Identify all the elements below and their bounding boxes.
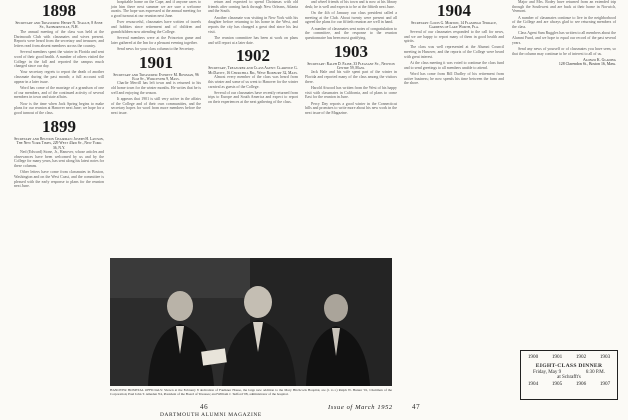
paragraph: Several members spent the winter in Florida and sent word of their good health. A number of others visited the College in the fall and reported the campus much changed since our day. bbox=[14, 50, 104, 69]
paragraph: A number of classmates continue to live in the neighborhood of the College and are always glad to see returning members of the class. bbox=[512, 15, 616, 30]
class-secretary-1903: Secretary: Ralph D. Paine, 33 Pleasant St., Newton Centre 59, Mass. bbox=[307, 61, 395, 71]
year-cell: 1903 bbox=[599, 354, 611, 360]
column-5 bbox=[404, 0, 504, 88]
paragraph: and wheel friends of his town and is now at his library desk; he is well and expects to be at the fiftieth next June. bbox=[305, 0, 397, 9]
class-secretary-1899: Secretary and Reunion Chairman: Joseph H. Lawson, The New York Times, 229 West 43rd St., New York 36, N.Y. bbox=[14, 136, 104, 150]
years-bottom-row bbox=[521, 381, 617, 387]
paragraph: Word has come from Bill Dudley of his retirement from active business; he now spends his time between the farm and the shore. bbox=[404, 71, 504, 86]
signature-address: 128 Clarendon St., Boston 16, Mass. bbox=[558, 62, 616, 67]
year-cell: 1904 bbox=[527, 381, 539, 387]
paragraph: hospitable home on the Cape, and if anyone cares to join him there next summer we are sure a welcome awaits. The hope was expressed at the annual meeting for a good turnout at our reunion next June. bbox=[111, 0, 201, 19]
paragraph: Your secretary regrets to report the death of another classmate during the past month; a full account will appear in a later issue. bbox=[14, 70, 104, 84]
left-running-title: DARTMOUTH ALUMNI MAGAZINE bbox=[160, 412, 262, 418]
paragraph: Send any news of yourself or of classmates you have seen, so that the column may continue to be of interest to all of us. bbox=[512, 46, 616, 56]
paragraph: Percy Day reports a good winter in the Connecticut hills and promises to write more about his new work in the next issue of the Magazine. bbox=[305, 101, 397, 116]
paragraph: Charlie Merrill has left town and is returned to his old home town for the winter months. He writes that he is well and enjoying the season. bbox=[111, 81, 201, 95]
class-secretary-1904: Secretary: Louis G. Morton, 14 Flamingo Terrace, Gardens of Lake Worth, Fla. bbox=[410, 21, 498, 30]
signature-name: Alonzo K. Glading bbox=[582, 57, 616, 62]
column-4 bbox=[305, 0, 397, 117]
year-heading-1899: 1899 bbox=[42, 116, 76, 136]
right-page-number: 47 bbox=[412, 403, 421, 411]
eight-class-dinner-box bbox=[520, 350, 618, 400]
paragraph: Several of our classmates responded to the call for news, and we are happy to report many of them in good health and spirits. bbox=[404, 29, 504, 44]
year-heading-1904: 1904 bbox=[437, 1, 471, 20]
paragraph: The reunion committee has been at work on plans and will report at a later date. bbox=[208, 35, 298, 45]
paragraph: Major and Mrs. Rodey have returned from an extended trip through the Southwest and are back at their home in Norwich, Vermont. bbox=[512, 0, 616, 14]
class-secretary-1898: Secretary and Treasurer: Henry N. Teague, 8 Anne St., Sanbornville, N.H. bbox=[15, 21, 103, 30]
year-cell: 1900 bbox=[527, 354, 539, 360]
paragraph: The class was well represented at the Alumni Council meeting in Hanover, and the reports of the College were heard with great interest. bbox=[404, 45, 504, 59]
year-heading-1898: 1898 bbox=[42, 1, 76, 20]
paragraph: return and expected to spend Christmas with old friends after coming back through New Orleans, Atlanta and the South. bbox=[208, 0, 298, 14]
paragraph: Word has come of the marriage of a grandson of one of our members, and of the continued activity of several members in town and state affairs. bbox=[14, 86, 104, 100]
year-cell: 1906 bbox=[575, 381, 587, 387]
class-secretary-1902: Secretary, Treasurer and Class Agent: Clarence G. McDavitt, 16 Churchill Rd., West Roxbury 32, Mass. bbox=[208, 66, 298, 75]
dinner-date: Friday, May 9 bbox=[533, 370, 562, 375]
paragraph: Other letters have come from classmates in Boston, Washington and on the West Coast, and the committee is pleased with the early response to plans for the reunion next June. bbox=[14, 170, 104, 189]
column-3 bbox=[208, 0, 298, 106]
paragraph: Almost every member of the class was heard from this winter and some of us went to Hanover for the winter carnival as guests of the College. bbox=[208, 75, 299, 89]
paragraph: Another classmate was visiting in New York with his daughter before returning to his home in the West, and reports the city has changed a great deal since his last visit. bbox=[208, 15, 298, 34]
left-page-number: 46 bbox=[200, 403, 209, 411]
paragraph: A number of classmates sent notes of congratulation to the committee, and the response to the reunion questionnaire has been most gratifying. bbox=[305, 26, 397, 40]
paragraph: Now is the time when Jack Spring begins to make plans for our reunion at Hanover next June; we hope for a good turnout of the class. bbox=[14, 101, 104, 116]
year-cell: 1907 bbox=[599, 381, 611, 387]
year-cell: 1901 bbox=[551, 354, 563, 360]
paragraph: At the class meeting it was voted to continue the class fund and to send greetings to all members unable to attend. bbox=[404, 61, 504, 70]
paragraph: Jack Hale and his wife spent part of the winter in Florida and reported many of the class among the visitors there. bbox=[305, 70, 397, 84]
paragraph: Ever resourceful, classmates have written of travels and hobbies since retirement and of children and grandchildren now attending the College. bbox=[111, 20, 201, 34]
year-heading-1901: 1901 bbox=[139, 52, 173, 72]
right-running-title: Issue of March 1952 bbox=[328, 404, 393, 411]
column-6 bbox=[512, 0, 616, 67]
year-heading-1903: 1903 bbox=[334, 41, 368, 61]
dinner-heading: EIGHT-CLASS DINNER bbox=[535, 363, 603, 369]
paragraph: It appears that 1901 is still very active in the affairs of the College and of their own communities, and the secretary hopes for word from more members before the next issue. bbox=[111, 96, 201, 116]
paragraph: The annual meeting of the class was held at the Dartmouth Club with classmates and wives present. Reports were heard from the secretary and treasurer, and letters read from absent members across the country. bbox=[14, 29, 104, 48]
column-2 bbox=[111, 0, 201, 117]
paragraph: On the 4th of January our class president called a meeting at the Club. About twenty were present and all agreed the plans for our fiftieth reunion are well in hand. bbox=[305, 10, 397, 25]
paragraph: Harold Atwood has written from the West of his happy visit with classmates in California, and of plans to come East for the reunion in June. bbox=[305, 86, 397, 100]
years-top-row bbox=[521, 354, 617, 360]
paragraph: Several members were at the Princeton game and later gathered at the Inn for a pleasant evening together. bbox=[111, 35, 201, 45]
paragraph: Ned (Edward) Stone, Jr., Hanover, whose articles and observances have been welcomed by us and by the College for many years, has sent along his latest notes for these columns. bbox=[14, 149, 104, 169]
year-heading-1902: 1902 bbox=[236, 46, 270, 66]
photo-caption: HANOVER HOSPITAL OFFICIALS: Shown at the February 8 dedication of Faulkner House, the large new addition to the Mary Hitchcock Hospital, are (l. to r.) Ralph W. Hunter '01, Chairman of the Corporation; Paul John T. Ameden '04, President of the Board of Trustees; and William J. Tedford '08, administrator of the hospital. bbox=[110, 388, 392, 397]
class-secretary-1901: Secretary and Treasurer: Everett M. Bowman, 96 Elm St., Worcester 9, Mass. bbox=[113, 72, 199, 81]
year-cell: 1902 bbox=[575, 354, 587, 360]
dinner-time: 6:30 P.M. bbox=[585, 370, 605, 375]
paragraph: Send news for your class column to the Secretary. bbox=[117, 46, 195, 51]
hospital-officials-photo bbox=[110, 258, 392, 386]
year-cell: 1905 bbox=[551, 381, 563, 387]
column-1 bbox=[14, 0, 104, 191]
paragraph: Class Agent Sam Ruggles has written to all members about the Alumni Fund, and we hope to equal our record of the past several years. bbox=[512, 31, 616, 45]
paragraph: Several of our classmates have recently returned from trips to Europe and South America and expect to report on their experiences at the next gathering of the class. bbox=[208, 90, 298, 105]
dinner-place: at Schrafft's bbox=[557, 375, 581, 380]
